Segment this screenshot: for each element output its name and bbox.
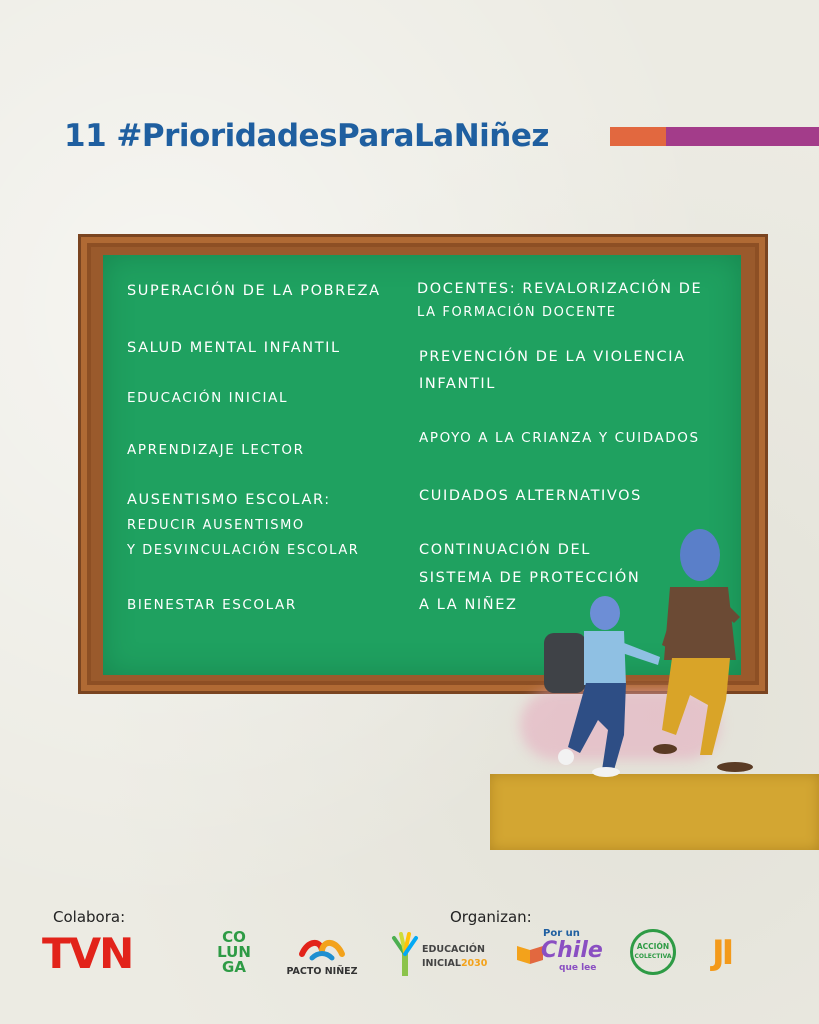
adult-figure xyxy=(653,529,753,772)
priority-item: CUIDADOS ALTERNATIVOS xyxy=(419,488,642,504)
pacto-ninez-hands-icon xyxy=(298,936,346,962)
educacion-line: EDUCACIÓN xyxy=(422,944,485,955)
accion-colectiva-logo xyxy=(630,929,676,975)
pacto-ninez-logo xyxy=(282,936,362,977)
priority-item: APRENDIZAJE LECTOR xyxy=(127,442,305,458)
priority-item: EDUCACIÓN INICIAL xyxy=(127,390,289,406)
tvn-logo: TVN xyxy=(42,929,133,978)
colunga-logo-line: LUN xyxy=(217,943,251,961)
colunga-logo xyxy=(212,930,256,975)
por-un-text: Por un xyxy=(543,928,580,939)
organizers-label: Organizan: xyxy=(450,908,532,926)
priority-item: DOCENTES: REVALORIZACIÓN DE xyxy=(417,281,703,297)
priority-item: SUPERACIÓN DE LA POBREZA xyxy=(127,283,381,299)
priority-item: SALUD MENTAL INFANTIL xyxy=(127,340,341,356)
priority-item-subline: INFANTIL xyxy=(419,376,496,392)
priority-item: APOYO A LA CRIANZA Y CUIDADOS xyxy=(419,430,700,446)
pacto-ninez-text: PACTO NIÑEZ xyxy=(286,966,358,977)
priority-item: BIENESTAR ESCOLAR xyxy=(127,597,297,613)
accent-stripe-purple xyxy=(666,127,819,146)
priority-item-subline: SISTEMA DE PROTECCIÓN xyxy=(419,570,641,586)
chile-text: Chile xyxy=(541,938,603,963)
child-figure xyxy=(544,596,660,777)
priority-item: AUSENTISMO ESCOLAR: xyxy=(127,492,331,508)
yellow-floor-block xyxy=(490,774,819,850)
ji-logo: JI xyxy=(712,933,732,973)
accion-text: ACCIÓN xyxy=(636,942,670,951)
priority-item-subline: LA FORMACIÓN DOCENTE xyxy=(417,305,617,320)
priority-item: CONTINUACIÓN DEL xyxy=(419,542,591,558)
walking-people-illustration xyxy=(540,525,770,780)
educacion-inicial-logo xyxy=(390,932,490,978)
year-text: 2030 xyxy=(460,958,488,969)
page-title: 11 #PrioridadesParaLaNiñez xyxy=(64,118,549,154)
inicial-text: INICIAL xyxy=(422,958,461,969)
colectiva-text: COLECTIVA xyxy=(634,953,672,960)
priority-item: PREVENCIÓN DE LA VIOLENCIA xyxy=(419,349,686,365)
colunga-logo-line: CO xyxy=(222,928,246,946)
colunga-logo-line: GA xyxy=(222,958,246,976)
que-lee-text: que lee xyxy=(559,963,597,973)
accent-stripe-orange xyxy=(610,127,666,146)
priority-item-subline: Y DESVINCULACIÓN ESCOLAR xyxy=(127,543,360,558)
por-un-chile-que-lee-logo xyxy=(515,928,601,976)
hand-tree-icon xyxy=(390,932,420,976)
priority-item-subline: REDUCIR AUSENTISMO xyxy=(127,518,305,533)
collaborates-label: Colabora: xyxy=(53,908,126,926)
priority-item-subline: A LA NIÑEZ xyxy=(419,597,518,613)
